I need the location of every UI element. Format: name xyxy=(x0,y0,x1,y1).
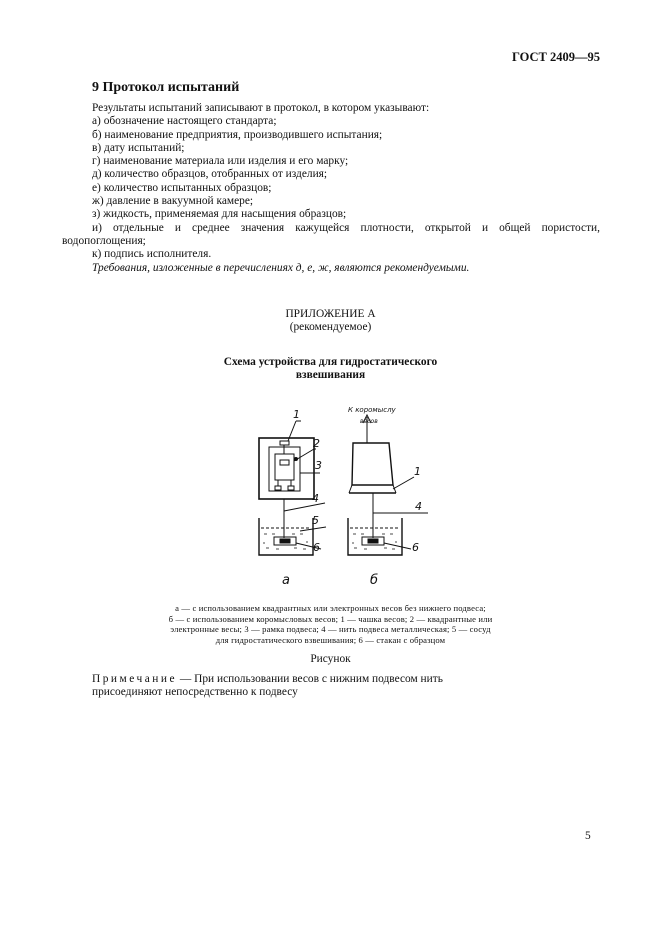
pan-supports xyxy=(349,485,396,493)
variant-a-label: а xyxy=(282,573,290,588)
note-text: — При использовании весов с нижним подвесом нить xyxy=(177,673,443,685)
list-item-continuation: водопоглощения; xyxy=(62,234,146,247)
caption-line: для гидростатического взвешивания; 6 — стакан с образцом xyxy=(215,634,446,645)
caption-line: а — с использованием квадрантных или электронных весов без нижнего подвеса; xyxy=(175,603,486,613)
appendix-heading xyxy=(0,308,661,334)
list-item: з) жидкость, применяемая для насыщения образцов; xyxy=(92,208,347,221)
balance-body xyxy=(275,454,294,480)
schema-title xyxy=(0,356,661,382)
note xyxy=(92,673,532,700)
page-number: 5 xyxy=(585,830,591,842)
list-item: в) дату испытаний; xyxy=(92,141,185,154)
leader-line xyxy=(384,543,411,549)
leader-line xyxy=(393,477,414,489)
list-item: б) наименование предприятия, производившего испытания; xyxy=(92,128,383,141)
protocol-body xyxy=(62,102,600,275)
arrow-label-line2: весов xyxy=(360,418,378,425)
note-line xyxy=(92,673,532,686)
list-item: е) количество испытанных образцов; xyxy=(92,181,272,194)
list-item: и) отдельные и среднее значения кажущейся плотности, открытой и общей пористости, xyxy=(92,221,600,234)
list-item: г) наименование материала или изделия и его марку; xyxy=(92,155,349,168)
variant-b-label: б xyxy=(370,573,379,588)
callout-4-b: 4 xyxy=(415,500,422,513)
schema-title-line: взвешивания xyxy=(295,369,366,381)
schema-title-line: Схема устройства для гидростатического xyxy=(223,356,438,368)
callout-4-a: 4 xyxy=(312,492,319,505)
figure-label: Рисунок xyxy=(310,653,351,665)
list-item: а) обозначение настоящего стандарта; xyxy=(92,115,277,128)
sample-a xyxy=(280,539,290,543)
callout-1-b: 1 xyxy=(414,465,421,478)
callout-2-a: 2 xyxy=(313,437,320,450)
protocol-intro: Результаты испытаний записывают в протокол, в котором указывают: xyxy=(92,102,430,114)
sample-b xyxy=(368,539,378,543)
hydrostatic-weighing-diagram xyxy=(236,403,436,588)
callout-5-a: 5 xyxy=(312,514,319,527)
recommendation-note: Требования, изложенные в перечислениях д, е, ж, являются рекомендуемыми. xyxy=(92,261,470,274)
balance-display xyxy=(280,460,289,465)
figure-caption xyxy=(110,603,551,645)
callout-6-b: 6 xyxy=(412,541,419,554)
caption-line: б — с использованием коромысловых весов; 1 — чашка весов; 2 — квадрантные или xyxy=(168,613,493,624)
weighing-pan-b xyxy=(352,443,393,485)
section-title: 9 Протокол испытаний xyxy=(92,80,240,95)
list-item: д) количество образцов, отобранных от изделия; xyxy=(92,168,328,181)
leader-line xyxy=(294,449,314,461)
appendix-status: (рекомендуемое) xyxy=(289,321,372,333)
callout-3-a: 3 xyxy=(315,459,322,472)
callout-1-a: 1 xyxy=(293,408,300,421)
frame-foot xyxy=(275,486,281,490)
weighing-pan-a xyxy=(280,441,289,445)
appendix-title: ПРИЛОЖЕНИЕ А xyxy=(285,308,376,320)
note-line: присоединяют непосредственно к подвесу xyxy=(92,686,298,699)
arrow-label-line1: К коромыслу xyxy=(348,406,396,414)
standard-number: ГОСТ 2409—95 xyxy=(511,50,600,64)
frame-foot xyxy=(288,486,294,490)
note-prefix: Примечание xyxy=(92,673,178,685)
list-item: к) подпись исполнителя. xyxy=(92,248,212,261)
caption-line: электронные весы; 3 — рамка подвеса; 4 — нить подвеса металлическая; 5 — сосуд xyxy=(170,624,491,635)
list-item: ж) давление в вакуумной камере; xyxy=(92,195,254,208)
callout-6-a: 6 xyxy=(313,541,320,554)
